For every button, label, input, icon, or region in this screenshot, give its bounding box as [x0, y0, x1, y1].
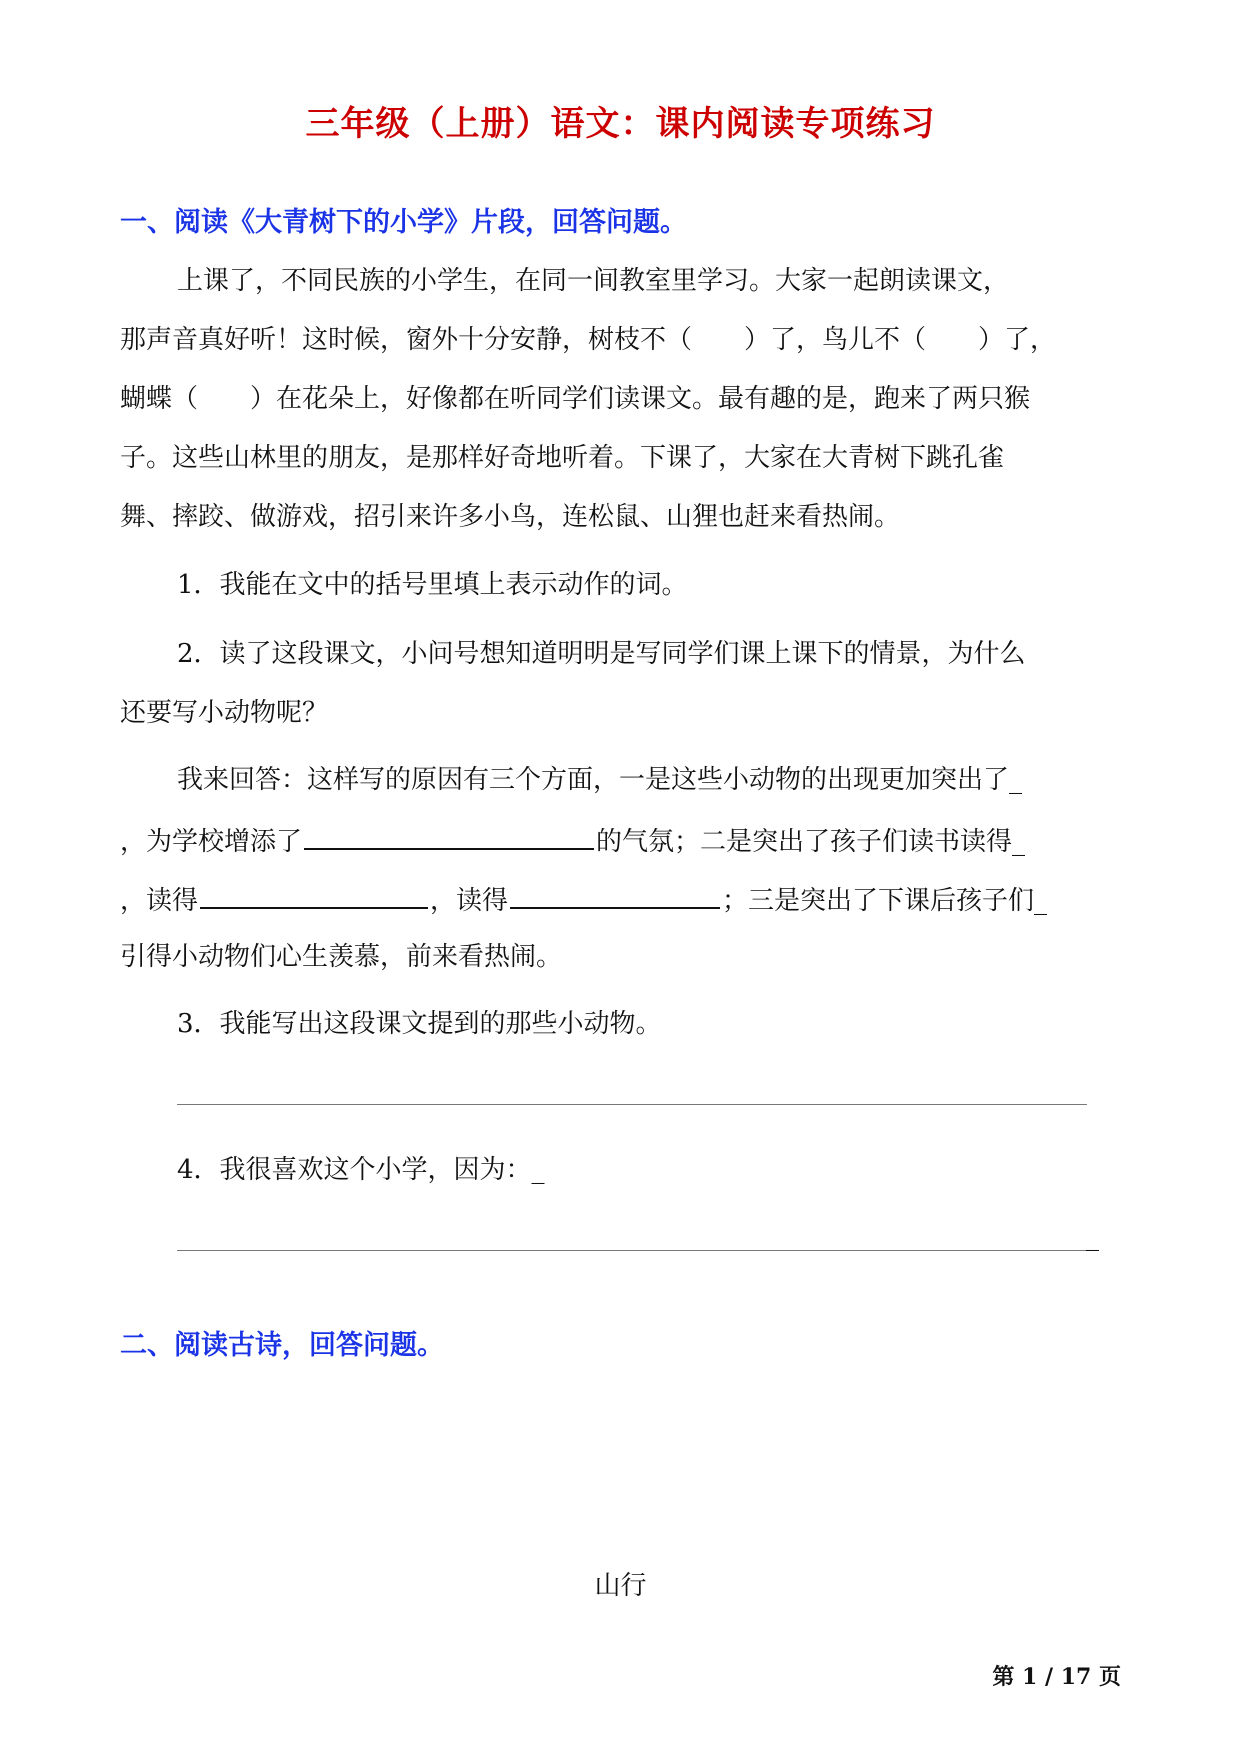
question-4: 4．我很喜欢这个小学，因为：_ [177, 1155, 545, 1185]
passage-line-2: 那声音真好听！这时候，窗外十分安静，树枝不（ ）了，鸟儿不（ ）了， [120, 325, 1057, 355]
question-2-line-2: 还要写小动物呢？ [120, 698, 329, 728]
passage-line-4: 子。这些山林里的朋友，是那样好奇地听着。下课了，大家在大青树下跳孔雀 [120, 443, 1005, 473]
answer-line-2 [120, 822, 1120, 859]
answer-blank-read-2[interactable] [510, 881, 720, 909]
answer-line-2-end: 的气氛；二是突出了孩子们读书读得_ [596, 827, 1026, 857]
section-2-heading: 二、阅读古诗，回答问题。 [120, 1330, 444, 1361]
passage-line-3: 蝴蝶（ ）在花朵上，好像都在听同学们读课文。最有趣的是，跑来了两只猴 [120, 384, 1031, 414]
answer-blank-atmosphere[interactable] [304, 822, 594, 850]
answer-blank-read-1[interactable] [200, 881, 428, 909]
question-2-line-1: 2．读了这段课文，小问号想知道明明是写同学们课上课下的情景，为什么 [177, 639, 1026, 669]
answer-line-3-start: ，读得 [120, 886, 199, 916]
answer-line-3-mid: ，读得 [430, 886, 509, 916]
answer-line-question-3[interactable] [177, 1104, 1087, 1105]
answer-line-4: 引得小动物们心生羡慕，前来看热闹。 [120, 942, 563, 972]
question-3: 3．我能写出这段课文提到的那些小动物。 [177, 1009, 662, 1039]
question-1: 1．我能在文中的括号里填上表示动作的词。 [177, 570, 688, 600]
answer-line-2-start: ，为学校增添了 [120, 827, 303, 857]
answer-line-1: 我来回答：这样写的原因有三个方面，一是这些小动物的出现更加突出了_ [177, 765, 1023, 795]
answer-line-3 [120, 881, 1120, 918]
question-4-line-end: _ [1086, 1222, 1099, 1252]
passage-line-1: 上课了，不同民族的小学生，在同一间教室里学习。大家一起朗读课文， [177, 266, 1010, 296]
page-number: 第 1 / 17 页 [992, 1664, 1121, 1690]
answer-line-question-4[interactable] [177, 1250, 1095, 1251]
poem-title: 山行 [594, 1571, 647, 1601]
section-1-heading: 一、阅读《大青树下的小学》片段，回答问题。 [120, 207, 687, 238]
page-title: 三年级（上册）语文：课内阅读专项练习 [305, 104, 936, 144]
passage-line-5: 舞、摔跤、做游戏，招引来许多小鸟，连松鼠、山狸也赶来看热闹。 [120, 502, 901, 532]
answer-line-3-end: ；三是突出了下课后孩子们_ [722, 886, 1048, 916]
